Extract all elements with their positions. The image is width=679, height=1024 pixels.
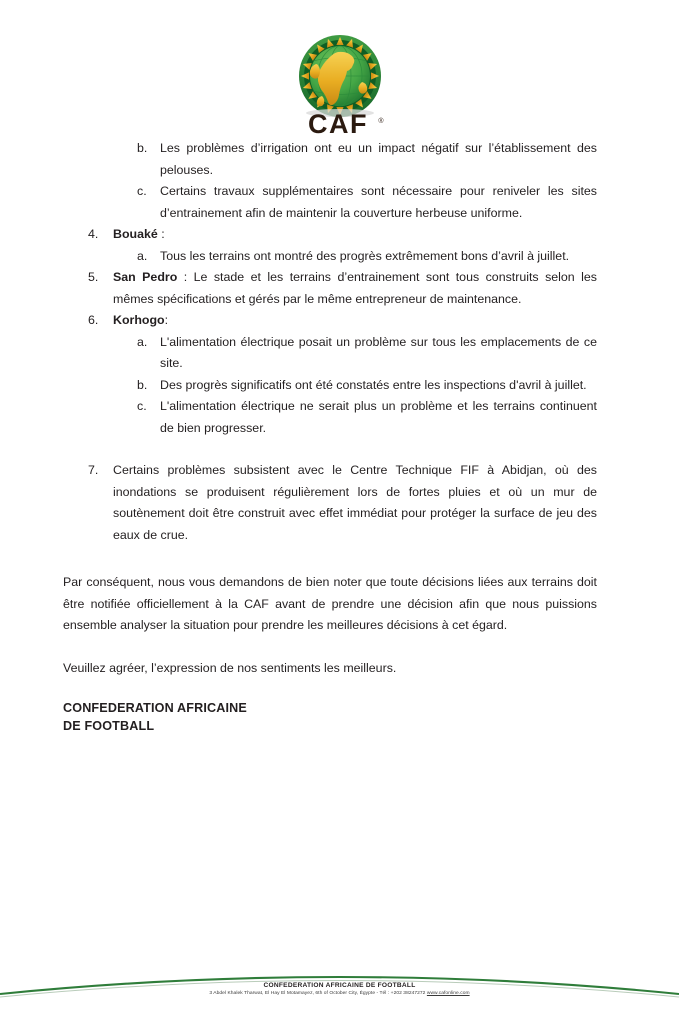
list-item	[63, 181, 597, 224]
list-item	[63, 138, 597, 181]
footer-address-text: 3 Abdel Khalek Tharwat, El Hay El Motamayez, 6th of October City, Égypte - Tél : +202 38247272	[209, 991, 427, 996]
list-marker: a.	[137, 248, 148, 263]
list-item	[63, 396, 597, 439]
list-marker: c.	[137, 399, 147, 413]
list-item	[63, 332, 597, 375]
list-item-text: Tous les terrains ont montré des progrès extrêmement bons d’avril à juillet.	[160, 248, 570, 263]
list-marker: 6.	[88, 313, 99, 327]
signature-block	[63, 700, 597, 735]
list-marker: b.	[137, 141, 148, 155]
list-item	[63, 310, 597, 332]
spacer	[63, 439, 597, 460]
signature-line-1: CONFEDERATION AFRICAINE	[63, 701, 247, 715]
spacer	[63, 679, 597, 700]
list-marker: c.	[137, 184, 147, 198]
page-footer	[0, 982, 679, 996]
list-item-text: : Le stade et les terrains d’entrainement sont tous construits selon les mêmes spécifications et gérés par le même entrepreneur de maintenance.	[113, 270, 597, 306]
document-body	[63, 138, 597, 735]
letterhead-logo	[0, 30, 679, 143]
list-item	[63, 224, 597, 246]
list-item	[63, 460, 597, 546]
list-item-text: Des progrès significatifs ont été constatés entre les inspections d'avril à juillet.	[160, 377, 587, 392]
footer-website-link[interactable]: www.cafonline.com	[426, 991, 470, 996]
caf-logo-icon	[286, 30, 394, 138]
list-item-text: L'alimentation électrique posait un problème sur tous les emplacements de ce site.	[160, 334, 597, 370]
valediction: Veuillez agréer, l’expression de nos sentiments les meilleurs.	[63, 660, 397, 675]
caf-wordmark: CAF	[307, 109, 368, 138]
list-marker: 4.	[88, 227, 99, 241]
list-item	[63, 246, 597, 268]
list-item-text: Certains travaux supplémentaires sont nécessaire pour reniveler les sites d’entrainement afin de maintenir la couverture herbeuse uniforme.	[160, 184, 597, 220]
spacer	[63, 637, 597, 658]
list-item-lead: San Pedro	[113, 270, 178, 284]
spacer	[63, 546, 597, 572]
list-marker: b.	[137, 377, 148, 392]
list-item-text: :	[157, 227, 165, 241]
footer-address	[0, 991, 679, 996]
footer-title: CONFEDERATION AFRICAINE DE FOOTBALL	[263, 982, 416, 989]
list-marker: a.	[137, 334, 148, 349]
closing-paragraph: Par conséquent, nous vous demandons de bien noter que toute décisions liées aux terrains doit être notifiée officiellement à la CAF avant de prendre une décision afin que nous puissions ensemble analyser la situation pour prendre les meilleures décisions à cet égard.	[63, 575, 597, 632]
registered-trademark-symbol: ®	[377, 118, 384, 125]
list-item	[63, 267, 597, 310]
list-item-text: Les problèmes d’irrigation ont eu un impact négatif sur l’établissement des pelouses.	[160, 141, 597, 177]
list-marker: 5.	[88, 270, 99, 284]
list-item-text: Certains problèmes subsistent avec le Centre Technique FIF à Abidjan, où des inondations se produisent régulièrement lors de fortes pluies et où un mur de soutènement doit être construit avec effet immédiat pour protéger la surface de jeu des eaux de crue.	[113, 463, 597, 542]
list-item-text: :	[164, 313, 169, 327]
list-item-lead: Bouaké	[113, 227, 158, 241]
list-item	[63, 375, 597, 397]
list-marker: 7.	[88, 463, 99, 477]
signature-line-2: DE FOOTBALL	[63, 718, 155, 733]
list-item-lead: Korhogo	[113, 313, 165, 327]
list-item-text: L'alimentation électrique ne serait plus un problème et les terrains continuent de bien progresser.	[160, 399, 597, 435]
